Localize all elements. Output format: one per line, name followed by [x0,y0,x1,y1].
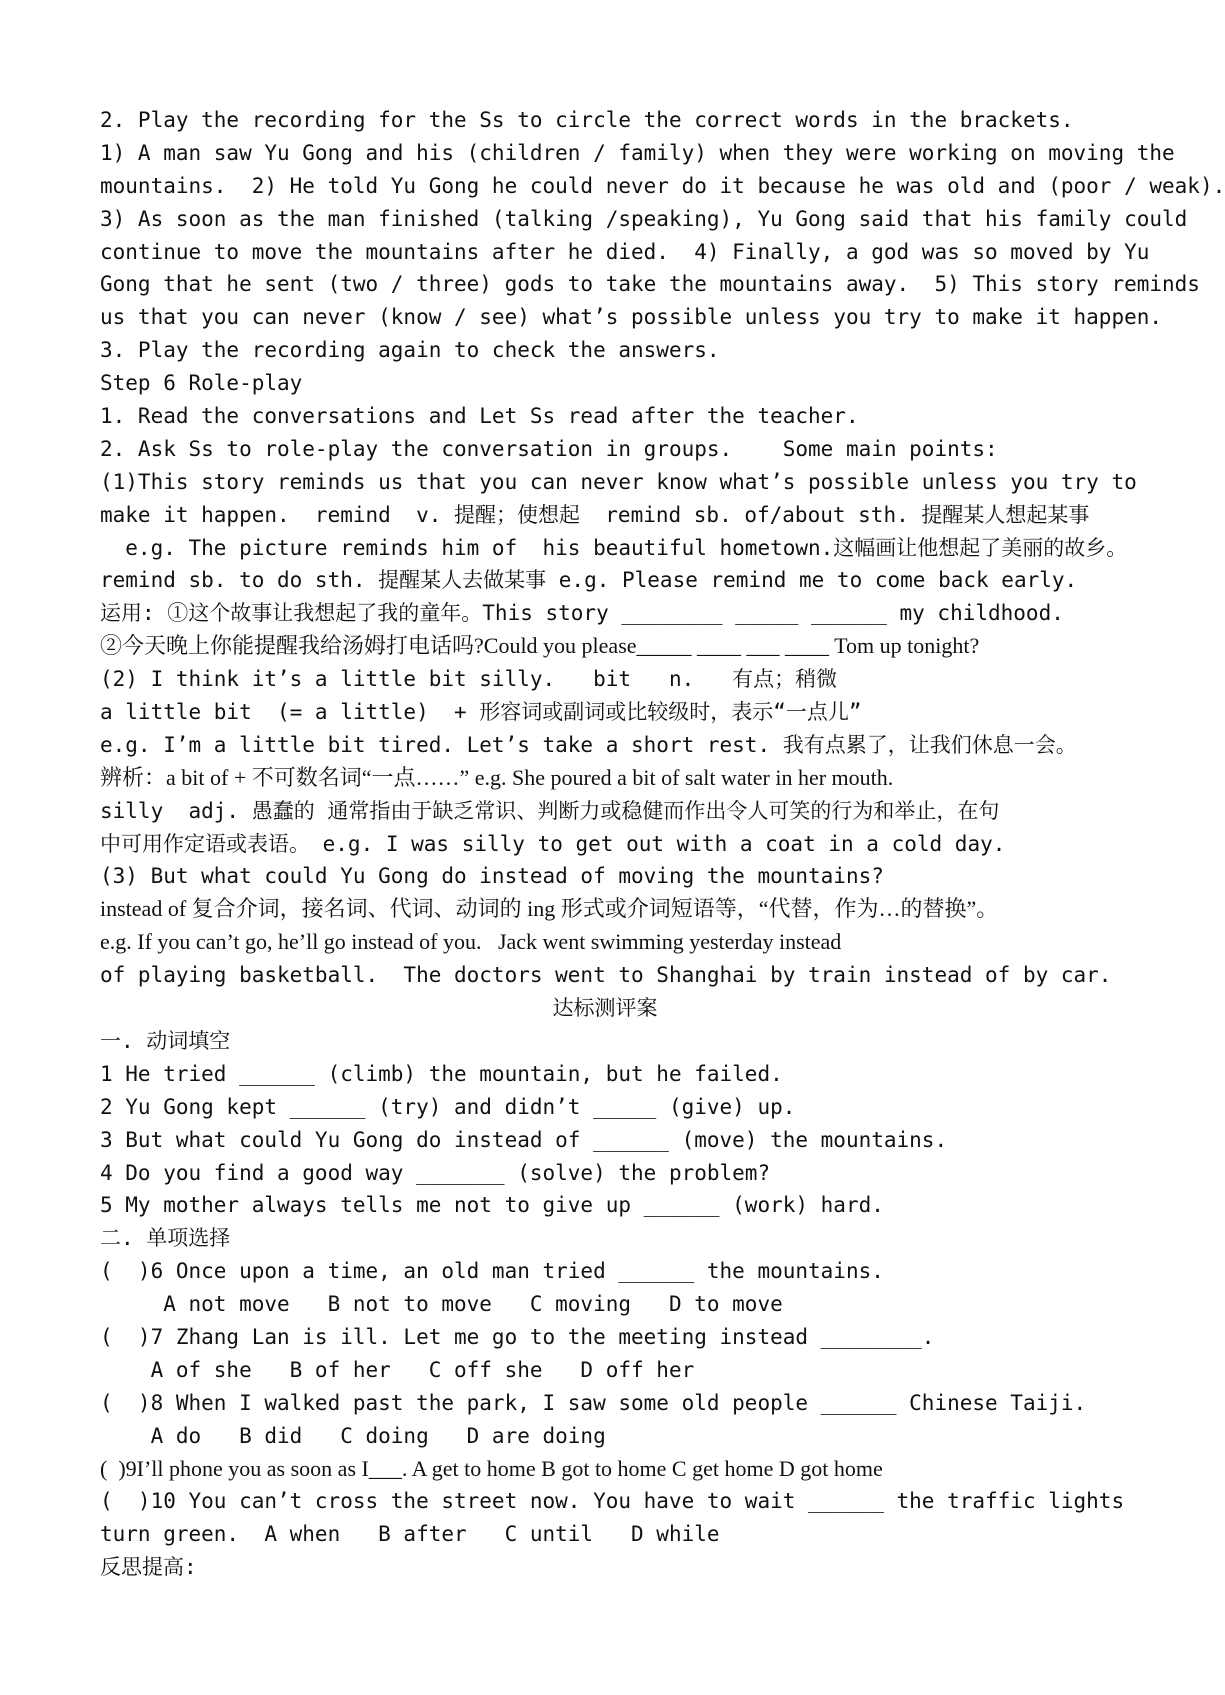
text-line: 辨析：a bit of + 不可数名词“一点……” e.g. She poured a bit of salt water in her mouth. [100,764,894,790]
document-page [100,104,1225,1584]
text-line: continue to move the mountains after he died. 4) Finally, a god was so moved by Yu [100,239,1150,264]
text-line: 达标测评案 [552,996,658,1021]
text-line: of playing basketball. The doctors went to Shanghai by train instead of by car. [100,963,1112,988]
text-line: (3) But what could Yu Gong do instead of moving the mountains? [100,864,884,889]
text-line: ( )7 Zhang Lan is ill. Let me go to the meeting instead ________. [100,1324,935,1349]
text-line: 1. Read the conversations and Let Ss read after the teacher. [100,404,859,429]
text-line: 4 Do you find a good way _______ (solve) the problem? [100,1160,771,1185]
text-line: ②今天晚上你能提醒我给汤姆打电话吗?Could you please_____ ____ ___ ____ Tom up tonight? [100,633,980,659]
text-line: 一. 动词填空 [100,1028,231,1053]
text-line: ( )9I’ll phone you as soon as I___. A get to home B got to home C get home D got home [100,1455,883,1481]
text-line: 1) A man saw Yu Gong and his (children / family) when they were working on moving the [100,140,1175,165]
text-line: A do B did C doing D are doing [100,1423,606,1448]
text-line: ( )6 Once upon a time, an old man tried ______ the mountains. [100,1259,884,1284]
text-line: silly adj. 愚蠢的 通常指由于缺乏常识、判断力或稳健而作出令人可笑的行为和举止，在句 [100,798,1000,823]
text-line: e.g. If you can’t go, he’ll go instead of you. Jack went swimming yesterday instead [100,929,842,955]
text-line: mountains. 2) He told Yu Gong he could never do it because he was old and (poor / weak). [100,173,1225,198]
text-line: 二. 单项选择 [100,1226,231,1251]
text-line: remind sb. to do sth. 提醒某人去做某事 e.g. Please remind me to come back early. [100,568,1078,593]
text-line: 运用: ①这个故事让我想起了我的童年。This story ________ _____ ______ my childhood. [100,601,1064,626]
text-line: 中可用作定语或表语。 e.g. I was silly to get out with a coat in a cold day. [100,831,1006,856]
text-line: 1 He tried ______ (climb) the mountain, but he failed. [100,1061,783,1086]
text-line: ( )8 When I walked past the park, I saw some old people ______ Chinese Taiji. [100,1390,1087,1415]
text-line: A not move B not to move C moving D to move [100,1292,783,1317]
text-line: make it happen. remind v. 提醒；使想起 remind sb. of/about sth. 提醒某人想起某事 [100,502,1090,527]
text-line: 3. Play the recording again to check the answers. [100,338,720,363]
text-line: 3) As soon as the man finished (talking /speaking), Yu Gong said that his family could [100,206,1188,231]
text-line: Step 6 Role-play [100,371,303,396]
text-line: turn green. A when B after C until D while [100,1522,720,1547]
text-line: instead of 复合介词，接名词、代词、动词的 ing 形式或介词短语等，“代替，作为…的替换”。 [100,896,999,922]
text-line: (1)This story reminds us that you can never know what’s possible unless you try to [100,469,1137,494]
text-line: 2 Yu Gong kept ______ (try) and didn’t _____ (give) up. [100,1094,796,1119]
text-line: Gong that he sent (two / three) gods to take the mountains away. 5) This story reminds [100,272,1200,297]
text-line: 2. Ask Ss to role-play the conversation in groups. Some main points: [100,436,998,461]
text-line: (2) I think it’s a little bit silly. bit n. 有点；稍微 [100,667,838,692]
text-line: a little bit (= a little) + 形容词或副词或比较级时，表示“一点儿” [100,700,862,725]
text-line: 2. Play the recording for the Ss to circle the correct words in the brackets. [100,108,1074,132]
text-line: 3 But what could Yu Gong do instead of ______ (move) the mountains. [100,1127,948,1152]
text-line: ( )10 You can’t cross the street now. You have to wait ______ the traffic lights [100,1489,1125,1514]
text-line: 反思提高: [100,1555,197,1580]
text-line: A of she B of her C off she D off her [100,1357,695,1382]
text-line: e.g. I’m a little bit tired. Let’s take a short rest. 我有点累了，让我们休息一会。 [100,732,1077,757]
text-line: us that you can never (know / see) what’s possible unless you try to make it happen. [100,305,1163,330]
text-line: 5 My mother always tells me not to give up ______ (work) hard. [100,1193,884,1218]
text-line: e.g. The picture reminds him of his beautiful hometown.这幅画让他想起了美丽的故乡。 [100,535,1128,560]
